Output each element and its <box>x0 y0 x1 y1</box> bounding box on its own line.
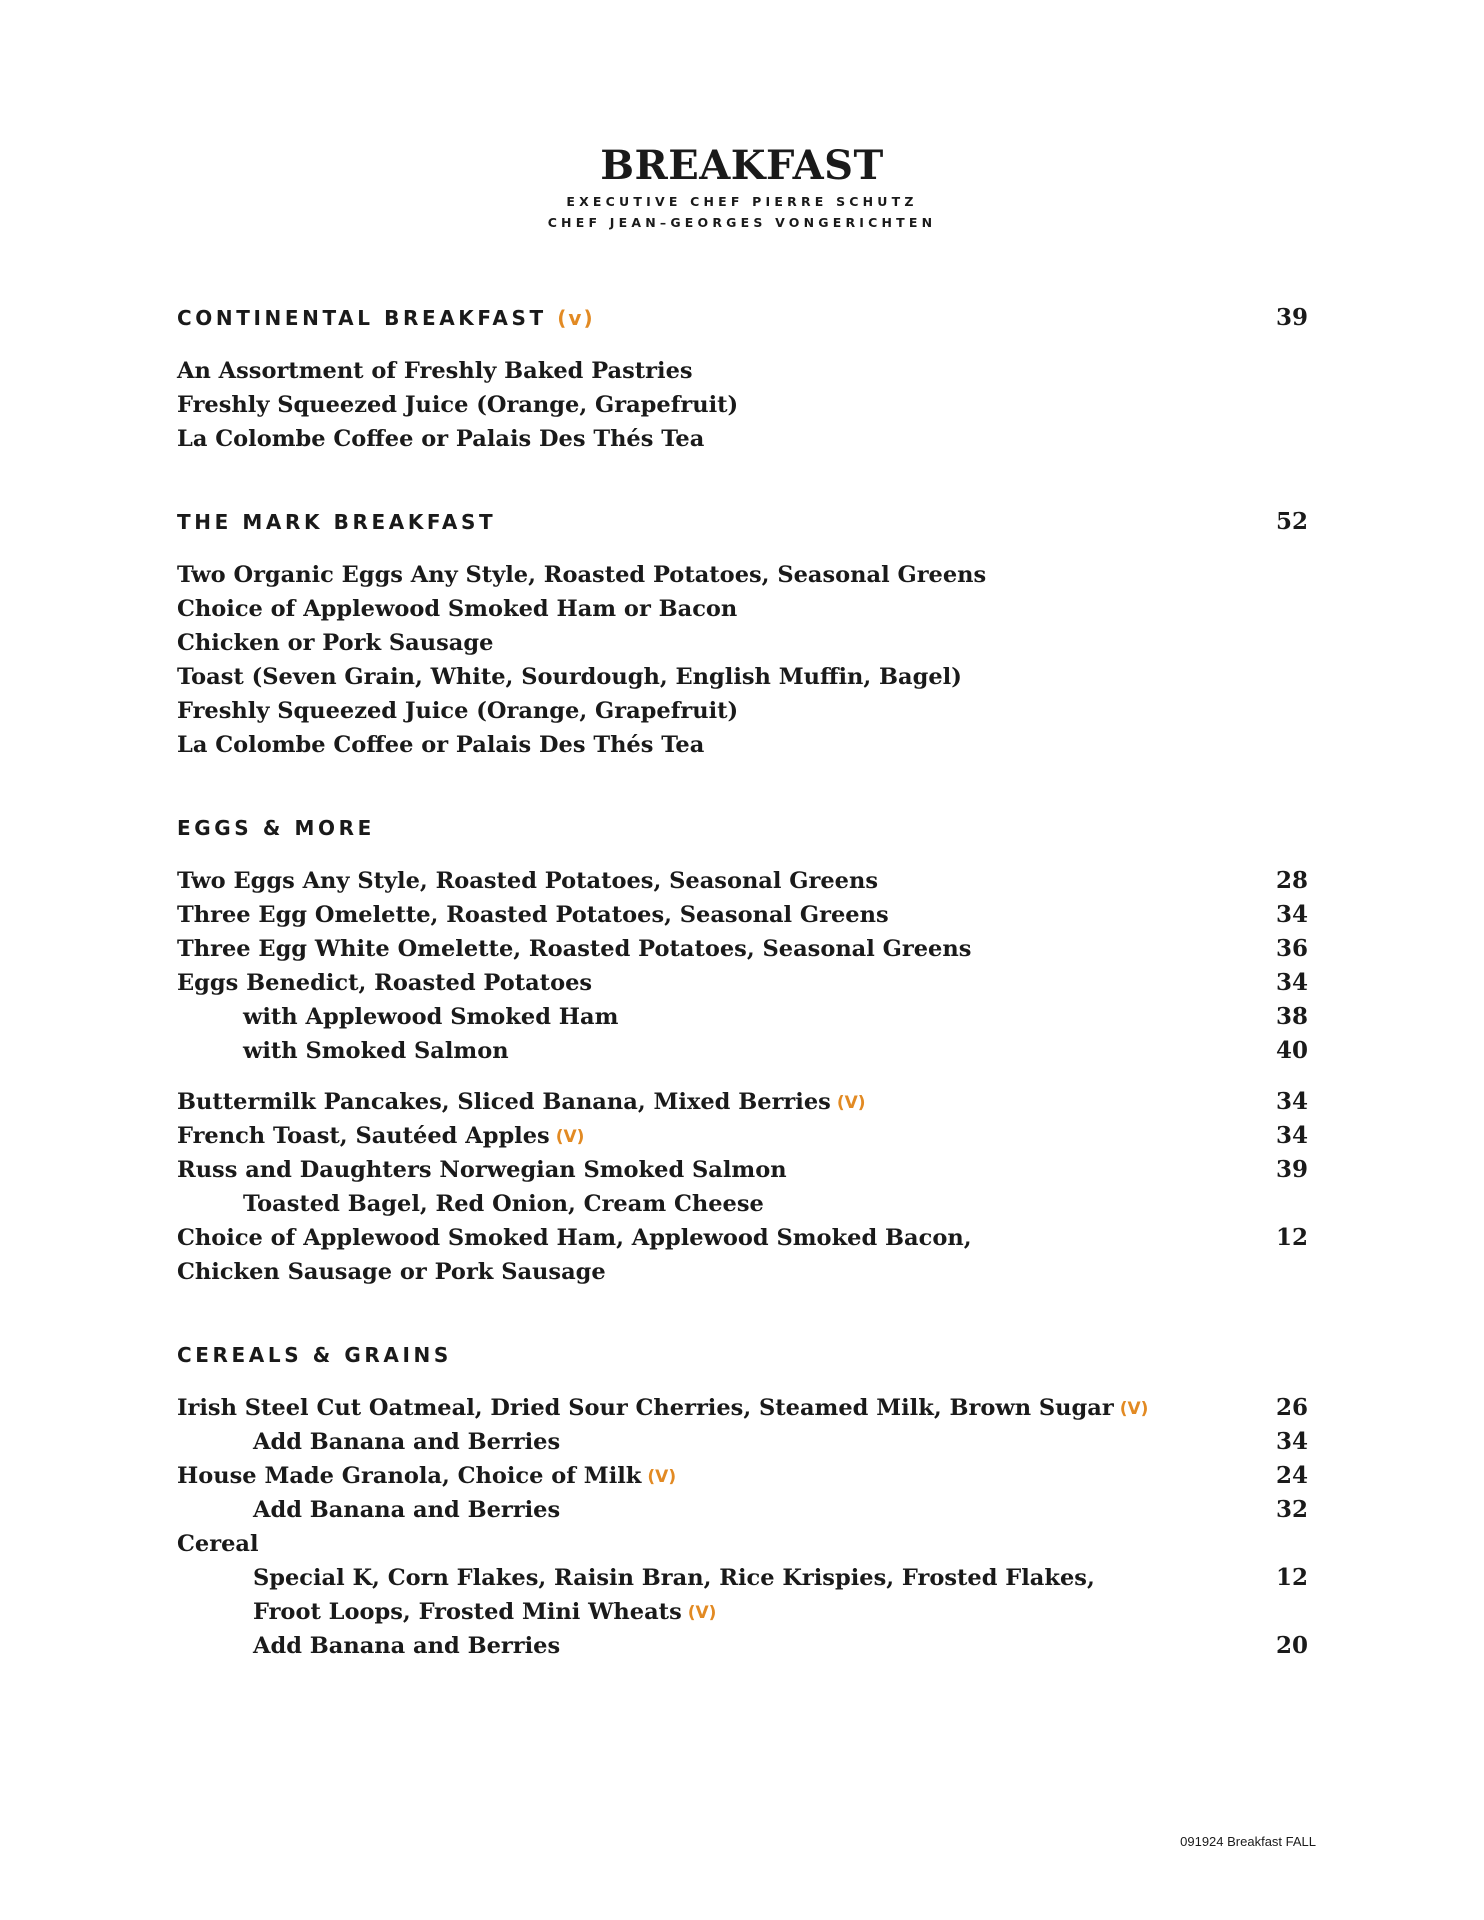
menu-line: Chicken or Pork Sausage <box>177 630 494 656</box>
section-heading-continental: CONTINENTAL BREAKFAST (v) <box>177 306 595 330</box>
menu-item: Chicken Sausage or Pork Sausage <box>177 1259 606 1285</box>
item-price: 38 <box>1275 1003 1308 1030</box>
section-heading-cereals-grains: CEREALS & GRAINS <box>177 1343 452 1367</box>
menu-sub-item: with Applewood Smoked Ham <box>243 1004 619 1030</box>
menu-item: Buttermilk Pancakes, Sliced Banana, Mixed Berries (V) <box>177 1089 866 1115</box>
vegetarian-tag: (V) <box>1119 1399 1149 1419</box>
menu-line: La Colombe Coffee or Palais Des Thés Tea <box>177 426 705 452</box>
footer-code: 091924 Breakfast FALL <box>1180 1834 1316 1849</box>
menu-sub-item: Add Banana and Berries <box>253 1497 561 1523</box>
menu-line: Toast (Seven Grain, White, Sourdough, English Muffin, Bagel) <box>177 664 962 690</box>
menu-sub-item: Toasted Bagel, Red Onion, Cream Cheese <box>243 1191 764 1217</box>
menu-line: Freshly Squeezed Juice (Orange, Grapefruit) <box>177 392 739 418</box>
menu-item: Three Egg Omelette, Roasted Potatoes, Seasonal Greens <box>177 902 889 928</box>
item-price: 20 <box>1275 1632 1308 1659</box>
menu-item: Eggs Benedict, Roasted Potatoes <box>177 970 593 996</box>
menu-line: Freshly Squeezed Juice (Orange, Grapefruit) <box>177 698 739 724</box>
menu-item: Russ and Daughters Norwegian Smoked Salmon <box>177 1157 787 1183</box>
vegetarian-tag: (V) <box>836 1093 866 1113</box>
menu-line: Choice of Applewood Smoked Ham or Bacon <box>177 596 738 622</box>
menu-line: La Colombe Coffee or Palais Des Thés Tea <box>177 732 705 758</box>
item-price: 32 <box>1275 1496 1308 1523</box>
vegetarian-tag: (V) <box>687 1603 717 1623</box>
menu-sub-item: with Smoked Salmon <box>243 1038 509 1064</box>
item-price: 12 <box>1275 1224 1308 1251</box>
menu-line: Two Organic Eggs Any Style, Roasted Potatoes, Seasonal Greens <box>177 562 987 588</box>
item-price: 24 <box>1275 1462 1308 1489</box>
executive-chef-line: EXECUTIVE CHEF PIERRE SCHUTZ <box>566 194 918 209</box>
menu-item: Irish Steel Cut Oatmeal, Dried Sour Cherries, Steamed Milk, Brown Sugar (V) <box>177 1395 1149 1421</box>
price-mark-breakfast: 52 <box>1275 508 1308 535</box>
menu-item: Choice of Applewood Smoked Ham, Applewood Smoked Bacon, <box>177 1225 972 1251</box>
item-price: 34 <box>1275 1122 1308 1149</box>
price-continental: 39 <box>1275 304 1308 331</box>
item-price: 28 <box>1275 867 1308 894</box>
menu-item: House Made Granola, Choice of Milk (V) <box>177 1463 677 1489</box>
menu-sub-item: Add Banana and Berries <box>253 1429 561 1455</box>
menu-line: An Assortment of Freshly Baked Pastries <box>177 358 693 384</box>
item-price: 40 <box>1275 1037 1308 1064</box>
item-price: 34 <box>1275 1088 1308 1115</box>
menu-item: Cereal <box>177 1531 259 1557</box>
menu-sub-item: Froot Loops, Frosted Mini Wheats (V) <box>253 1599 717 1625</box>
item-price: 36 <box>1275 935 1308 962</box>
vegetarian-tag: (v) <box>557 306 595 330</box>
vegetarian-tag: (V) <box>647 1467 677 1487</box>
vegetarian-tag: (V) <box>555 1127 585 1147</box>
item-price: 34 <box>1275 969 1308 996</box>
item-price: 26 <box>1275 1394 1308 1421</box>
menu-item: Three Egg White Omelette, Roasted Potatoes, Seasonal Greens <box>177 936 972 962</box>
menu-title: BREAKFAST <box>600 142 884 189</box>
chef-line: CHEF JEAN–GEORGES VONGERICHTEN <box>547 215 937 230</box>
item-price: 12 <box>1275 1564 1308 1591</box>
item-price: 34 <box>1275 1428 1308 1455</box>
menu-sub-item: Special K, Corn Flakes, Raisin Bran, Rice Krispies, Frosted Flakes, <box>253 1565 1095 1591</box>
menu-item: Two Eggs Any Style, Roasted Potatoes, Seasonal Greens <box>177 868 878 894</box>
menu-item: French Toast, Sautéed Apples (V) <box>177 1123 585 1149</box>
item-price: 39 <box>1275 1156 1308 1183</box>
menu-sub-item: Add Banana and Berries <box>253 1633 561 1659</box>
section-heading-eggs-more: EGGS & MORE <box>177 816 375 840</box>
item-price: 34 <box>1275 901 1308 928</box>
section-heading-mark-breakfast: THE MARK BREAKFAST <box>177 510 497 534</box>
